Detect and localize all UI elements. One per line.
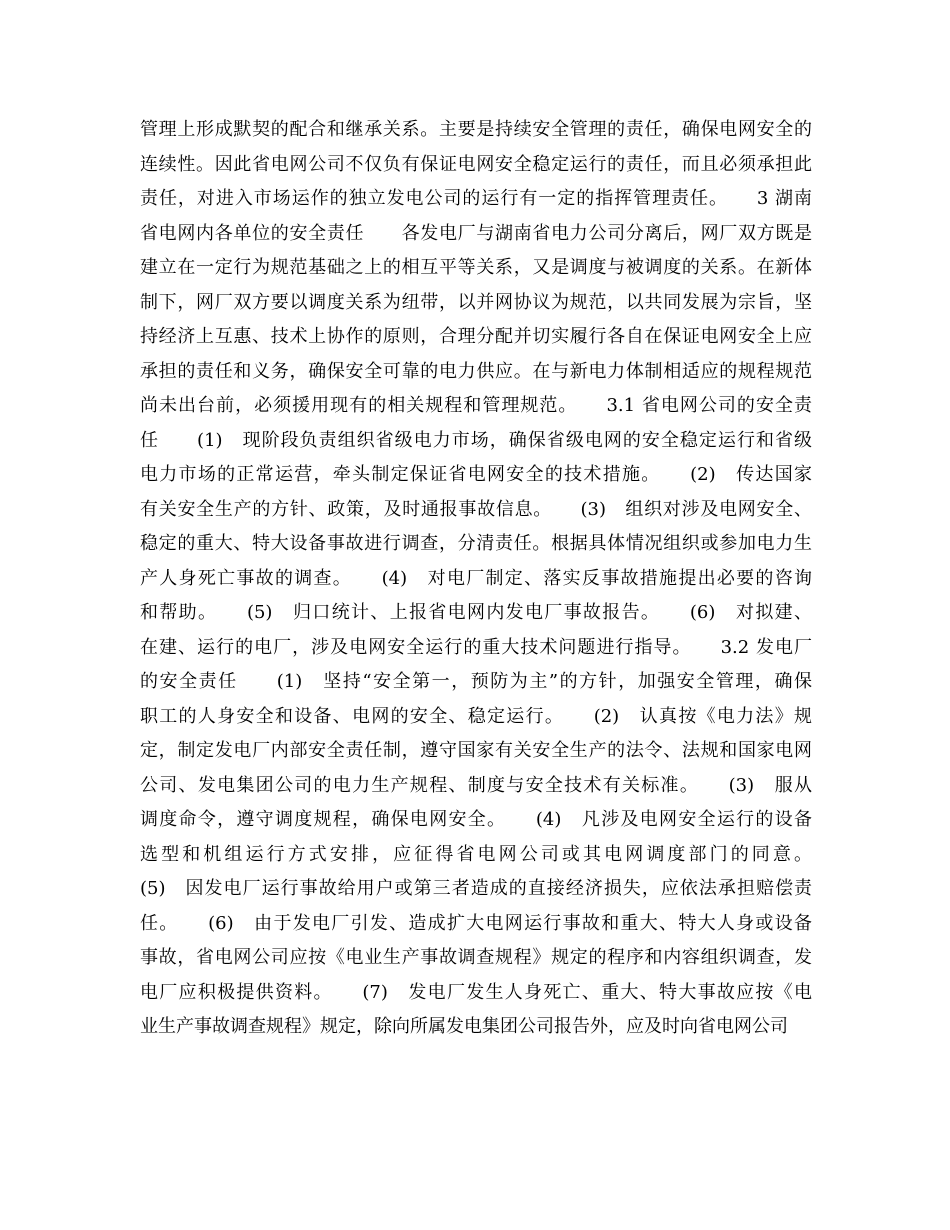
text-line: 尚未出台前，必须援用现有的相关规程和管理规范。 3.1 省电网公司的安全责 <box>140 395 812 416</box>
text-line: 承担的责任和义务，确保安全可靠的电力供应。在与新电力体制相适应的规程规范 <box>140 360 812 382</box>
text-line: 任 (1) 现阶段负责组织省级电力市场，确保省级电网的安全稳定运行和省级 <box>140 429 812 451</box>
text-line: 连续性。因此省电网公司不仅负有保证电网安全稳定运行的责任，而且必须承担此 <box>140 153 812 175</box>
text-line: 业生产事故调查规程》规定，除向所属发电集团公司报告外，应及时向省电网公司 <box>140 1016 788 1037</box>
text-line: 选型和机组运行方式安排，应征得省电网公司或其电网调度部门的同意。 <box>140 843 812 865</box>
text-line: 调度命令，遵守调度规程，确保电网安全。 (4) 凡涉及电网安全运行的设备 <box>140 809 812 830</box>
text-line: 管理上形成默契的配合和继承关系。主要是持续安全管理的责任，确保电网安全的 <box>140 119 812 140</box>
text-line: 的安全责任 (1) 坚持“安全第一，预防为主”的方针，加强安全管理，确保 <box>140 671 812 692</box>
text-line: 稳定的重大、特大设备事故进行调查，分清责任。根据具体情况组织或参加电力生 <box>140 533 812 554</box>
text-line: 任。 (6) 由于发电厂引发、造成扩大电网运行事故和重大、特大人身或设备 <box>140 912 812 934</box>
text-line: 电厂应积极提供资料。 (7) 发电厂发生人身死亡、重大、特大事故应按《电 <box>140 981 812 1003</box>
body-text <box>140 113 812 1045</box>
text-line: 产人身死亡事故的调查。 (4) 对电厂制定、落实反事故措施提出必要的咨询 <box>140 567 812 589</box>
text-line: 制下，网厂双方要以调度关系为纽带，以并网协议为规范，以共同发展为宗旨，坚 <box>140 291 812 313</box>
text-line: 职工的人身安全和设备、电网的安全、稳定运行。 (2) 认真按《电力法》规 <box>140 705 812 727</box>
text-line: 责任，对进入市场运作的独立发电公司的运行有一定的指挥管理责任。 3 湖南 <box>140 188 812 209</box>
text-line: 公司、发电集团公司的电力生产规程、制度与安全技术有关标准。 (3) 服从 <box>140 774 812 796</box>
text-line: 持经济上互惠、技术上协作的原则，合理分配并切实履行各自在保证电网安全上应 <box>140 326 812 347</box>
text-line: (5) 因发电厂运行事故给用户或第三者造成的直接经济损失，应依法承担赔偿责 <box>140 878 812 899</box>
text-line: 和帮助。 (5) 归口统计、上报省电网内发电厂事故报告。 (6) 对拟建、 <box>140 602 812 623</box>
text-line: 事故，省电网公司应按《电业生产事故调查规程》规定的程序和内容组织调查，发 <box>140 947 812 968</box>
text-line: 有关安全生产的方针、政策，及时通报事故信息。 (3) 组织对涉及电网安全、 <box>140 498 812 520</box>
text-line: 在建、运行的电厂，涉及电网安全运行的重大技术问题进行指导。 3.2 发电厂 <box>140 636 812 658</box>
text-line: 建立在一定行为规范基础之上的相互平等关系，又是调度与被调度的关系。在新体 <box>140 257 812 278</box>
text-line: 省电网内各单位的安全责任 各发电厂与湖南省电力公司分离后，网厂双方既是 <box>140 222 812 244</box>
text-line: 定，制定发电厂内部安全责任制，遵守国家有关安全生产的法令、法规和国家电网 <box>140 740 812 761</box>
text-line: 电力市场的正常运营，牵头制定保证省电网安全的技术措施。 (2) 传达国家 <box>140 464 812 485</box>
